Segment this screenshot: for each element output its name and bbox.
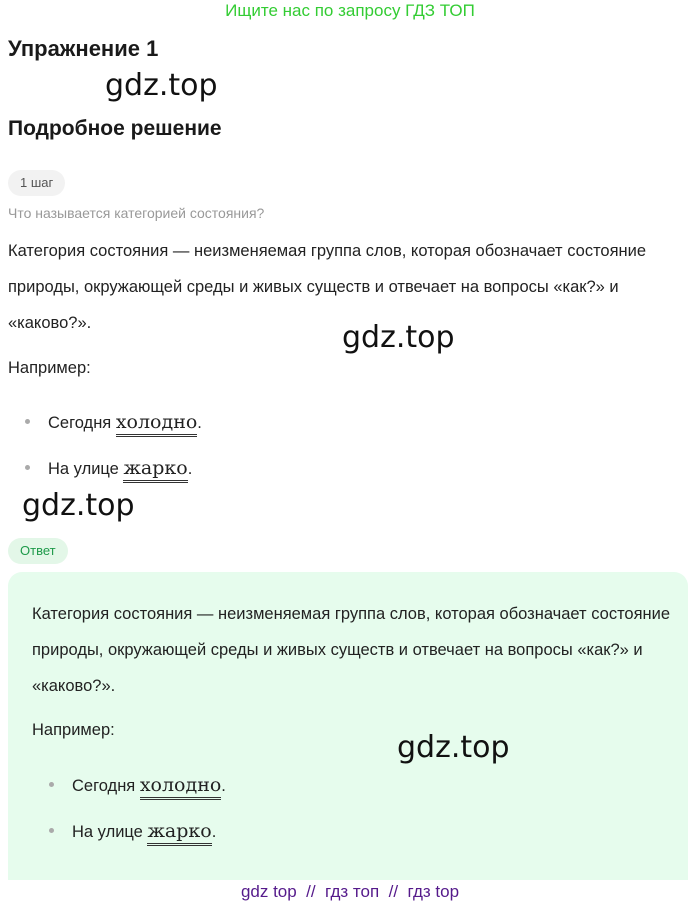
list-item (32, 808, 226, 854)
explanation-text: Категория состояния — неизменяемая группа слов, которая обозначает состояние природы, окружающей среды и живых существ и отвечает на вопросы «как?» и «каково?». (8, 242, 647, 332)
answer-example-list (32, 762, 226, 854)
example-suffix: . (211, 823, 217, 841)
list-item (32, 762, 226, 808)
handwritten-word: жарко (123, 457, 187, 483)
handwritten-word: холодно (116, 411, 197, 437)
bullet-dot (49, 828, 54, 833)
watermark: gdz.top (22, 488, 135, 523)
search-hint-banner: Ищите нас по запросу ГДЗ ТОП (225, 1, 475, 20)
handwritten-word: холодно (140, 774, 221, 800)
answer-box (8, 572, 688, 880)
footer-links[interactable]: gdz top // гдз топ // гдз top (240, 882, 460, 901)
example-label: Например: (8, 359, 91, 377)
example-list (8, 399, 202, 491)
bullet-dot (49, 782, 54, 787)
example-prefix: На улице (72, 823, 148, 841)
section-title: Подробное решение (8, 117, 222, 140)
list-item (8, 399, 202, 445)
step-badge: 1 шаг (8, 170, 65, 196)
watermark: gdz.top (105, 68, 218, 103)
handwritten-word: жарко (147, 820, 211, 846)
bullet-dot (25, 419, 30, 424)
watermark: gdz.top (397, 730, 510, 765)
answer-example-label: Например: (32, 721, 115, 739)
step-question: Что называется категорией состояния? (8, 205, 265, 221)
example-prefix: Сегодня (48, 414, 116, 432)
list-item (8, 445, 202, 491)
answer-text: Категория состояния — неизменяемая группа слов, которая обозначает состояние природы, окружающей среды и живых существ и отвечает на вопросы «как?» и «каково?». (32, 605, 671, 695)
watermark: gdz.top (342, 320, 455, 355)
example-suffix: . (221, 777, 226, 795)
exercise-title: Упражнение 1 (8, 36, 159, 61)
example-prefix: На улице (48, 460, 124, 478)
bullet-dot (25, 465, 30, 470)
example-suffix: . (187, 460, 193, 478)
example-prefix: Сегодня (72, 777, 140, 795)
example-suffix: . (197, 414, 202, 432)
answer-badge: Ответ (8, 538, 68, 564)
